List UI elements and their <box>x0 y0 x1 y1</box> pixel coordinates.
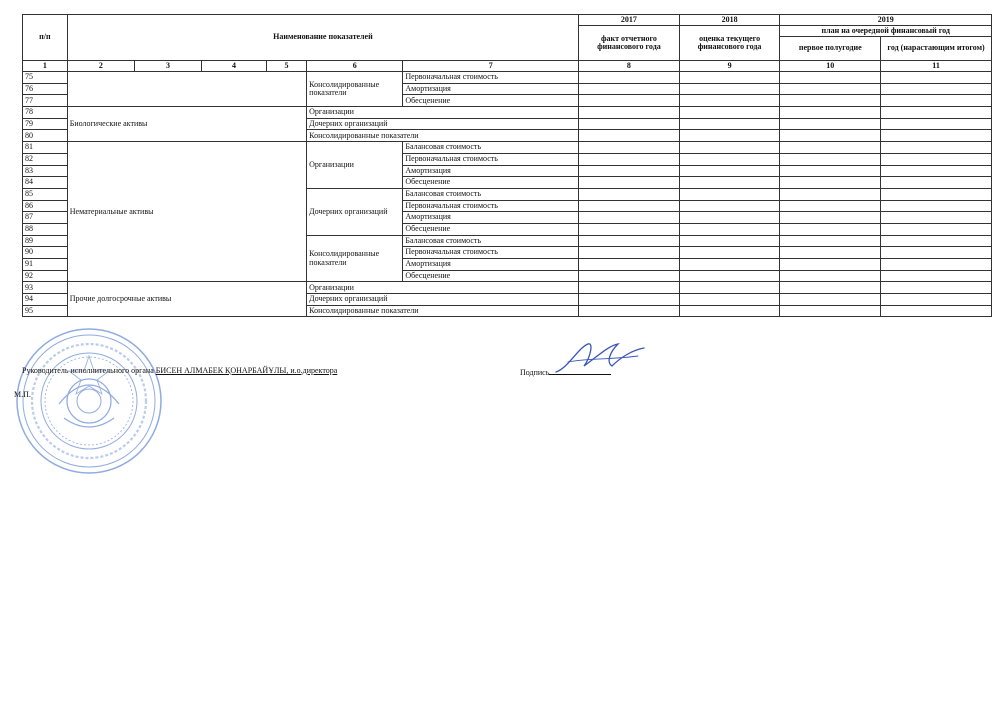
value-cell <box>780 177 881 189</box>
value-cell <box>780 153 881 165</box>
value-cell <box>579 142 680 154</box>
row-number: 90 <box>23 247 68 259</box>
value-cell <box>679 153 780 165</box>
value-cell <box>780 107 881 119</box>
value-cell <box>579 305 680 317</box>
value-cell <box>780 83 881 95</box>
row-subgroup: Дочерних организаций <box>307 188 403 235</box>
value-cell <box>780 212 881 224</box>
value-cell <box>579 212 680 224</box>
value-cell <box>881 130 992 142</box>
row-number: 84 <box>23 177 68 189</box>
row-number: 89 <box>23 235 68 247</box>
value-cell <box>579 153 680 165</box>
row-number: 83 <box>23 165 68 177</box>
row-group-cell <box>67 72 306 107</box>
value-cell <box>679 259 780 271</box>
value-cell <box>579 95 680 107</box>
value-cell <box>881 259 992 271</box>
head-name: БИСЕН АЛМАБЕК ҚОНАРБАЙҰЛЫ, и.о.директора <box>155 366 338 375</box>
value-cell <box>780 95 881 107</box>
header-year-2019: 2019 <box>780 15 992 26</box>
value-cell <box>579 223 680 235</box>
value-cell <box>780 72 881 84</box>
value-cell <box>679 294 780 306</box>
row-number: 94 <box>23 294 68 306</box>
value-cell <box>881 270 992 282</box>
row-number: 91 <box>23 259 68 271</box>
value-cell <box>780 270 881 282</box>
row-indicator: Первоначальная стоимость <box>403 153 579 165</box>
row-indicator: Балансовая стоимость <box>403 142 579 154</box>
row-number: 77 <box>23 95 68 107</box>
value-cell <box>780 223 881 235</box>
value-cell <box>881 118 992 130</box>
row-indicator: Балансовая стоимость <box>403 188 579 200</box>
value-cell <box>881 177 992 189</box>
row-number: 76 <box>23 83 68 95</box>
row-indicator: Первоначальная стоимость <box>403 72 579 84</box>
value-cell <box>679 223 780 235</box>
value-cell <box>579 165 680 177</box>
value-cell <box>881 294 992 306</box>
value-cell <box>780 259 881 271</box>
row-number: 82 <box>23 153 68 165</box>
handwritten-signature-icon <box>548 338 648 378</box>
value-cell <box>579 270 680 282</box>
value-cell <box>579 118 680 130</box>
header-estimate: оценка текущего финансового года <box>679 26 780 61</box>
value-cell <box>780 118 881 130</box>
header-plan: план на очередной финансовый год <box>780 26 992 37</box>
row-subgroup: Консолидированные показатели <box>307 235 403 282</box>
head-label: Руководитель исполнительного органа <box>22 366 154 375</box>
row-number: 95 <box>23 305 68 317</box>
value-cell <box>780 294 881 306</box>
value-cell <box>881 305 992 317</box>
row-number: 79 <box>23 118 68 130</box>
header-fact: факт отчетного финансового года <box>579 26 680 61</box>
value-cell <box>881 153 992 165</box>
value-cell <box>579 107 680 119</box>
row-subgroup: Организации <box>307 142 403 189</box>
value-cell <box>679 305 780 317</box>
value-cell <box>881 165 992 177</box>
value-cell <box>679 118 780 130</box>
value-cell <box>881 83 992 95</box>
col-number: 10 <box>780 61 881 72</box>
table-row <box>23 107 992 119</box>
row-number: 93 <box>23 282 68 294</box>
row-indicator: Обесценение <box>403 95 579 107</box>
value-cell <box>780 142 881 154</box>
value-cell <box>679 107 780 119</box>
row-group: Биологические активы <box>67 107 306 142</box>
value-cell <box>780 165 881 177</box>
value-cell <box>881 72 992 84</box>
col-number: 1 <box>23 61 68 72</box>
value-cell <box>780 200 881 212</box>
value-cell <box>579 72 680 84</box>
value-cell <box>679 282 780 294</box>
value-cell <box>579 259 680 271</box>
value-cell <box>679 212 780 224</box>
row-number: 85 <box>23 188 68 200</box>
value-cell <box>679 130 780 142</box>
row-subgroup: Дочерних организаций <box>307 118 579 130</box>
col-number: 7 <box>403 61 579 72</box>
table-row <box>23 72 992 84</box>
value-cell <box>881 282 992 294</box>
row-indicator: Обесценение <box>403 177 579 189</box>
value-cell <box>679 247 780 259</box>
row-subgroup: Консолидированные показатели <box>307 72 403 107</box>
value-cell <box>881 223 992 235</box>
value-cell <box>780 130 881 142</box>
value-cell <box>780 282 881 294</box>
value-cell <box>679 72 780 84</box>
row-number: 75 <box>23 72 68 84</box>
value-cell <box>579 294 680 306</box>
value-cell <box>679 270 780 282</box>
official-seal-icon <box>14 326 164 476</box>
value-cell <box>579 247 680 259</box>
row-number: 87 <box>23 212 68 224</box>
col-number: 3 <box>134 61 201 72</box>
value-cell <box>679 235 780 247</box>
row-number: 80 <box>23 130 68 142</box>
table-row <box>23 142 992 154</box>
row-indicator: Первоначальная стоимость <box>403 200 579 212</box>
value-cell <box>881 200 992 212</box>
value-cell <box>679 142 780 154</box>
row-indicator: Первоначальная стоимость <box>403 247 579 259</box>
financial-indicators-table <box>22 14 992 317</box>
value-cell <box>881 188 992 200</box>
value-cell <box>881 247 992 259</box>
value-cell <box>579 282 680 294</box>
col-number: 5 <box>266 61 306 72</box>
value-cell <box>679 188 780 200</box>
value-cell <box>679 165 780 177</box>
row-subgroup: Консолидированные показатели <box>307 130 579 142</box>
table-row <box>23 282 992 294</box>
value-cell <box>881 235 992 247</box>
row-indicator: Амортизация <box>403 165 579 177</box>
value-cell <box>780 305 881 317</box>
col-number: 9 <box>679 61 780 72</box>
value-cell <box>679 83 780 95</box>
row-number: 81 <box>23 142 68 154</box>
row-subgroup: Дочерних организаций <box>307 294 579 306</box>
col-number: 6 <box>307 61 403 72</box>
value-cell <box>881 142 992 154</box>
header-year-2018: 2018 <box>679 15 780 26</box>
header-indicator-name: Наименование показателей <box>67 15 578 61</box>
head-of-executive-line <box>22 366 337 375</box>
column-numbers-row <box>23 61 992 72</box>
row-indicator: Обесценение <box>403 270 579 282</box>
signature-label: Подпись <box>520 368 550 377</box>
value-cell <box>579 177 680 189</box>
row-group: Нематериальные активы <box>67 142 306 282</box>
value-cell <box>780 247 881 259</box>
row-indicator: Амортизация <box>403 259 579 271</box>
row-indicator: Обесценение <box>403 223 579 235</box>
value-cell <box>679 200 780 212</box>
value-cell <box>579 188 680 200</box>
col-number: 11 <box>881 61 992 72</box>
row-subgroup: Организации <box>307 107 579 119</box>
header-pn: п/п <box>23 15 68 61</box>
row-number: 78 <box>23 107 68 119</box>
header-year-2017: 2017 <box>579 15 680 26</box>
row-indicator: Амортизация <box>403 212 579 224</box>
value-cell <box>679 177 780 189</box>
row-subgroup: Консолидированные показатели <box>307 305 579 317</box>
row-indicator: Балансовая стоимость <box>403 235 579 247</box>
value-cell <box>579 130 680 142</box>
value-cell <box>780 235 881 247</box>
row-group: Прочие долгосрочные активы <box>67 282 306 317</box>
stamp-place-label: М.П. <box>14 390 31 399</box>
value-cell <box>679 95 780 107</box>
value-cell <box>881 95 992 107</box>
value-cell <box>579 83 680 95</box>
value-cell <box>780 188 881 200</box>
header-year-cumulative: год (нарастающим итогом) <box>881 37 992 61</box>
col-number: 2 <box>67 61 134 72</box>
row-number: 86 <box>23 200 68 212</box>
value-cell <box>881 107 992 119</box>
value-cell <box>881 212 992 224</box>
row-number: 92 <box>23 270 68 282</box>
header-first-half: первое полугодие <box>780 37 881 61</box>
row-indicator: Амортизация <box>403 83 579 95</box>
col-number: 4 <box>202 61 267 72</box>
col-number: 8 <box>579 61 680 72</box>
row-subgroup: Организации <box>307 282 579 294</box>
row-number: 88 <box>23 223 68 235</box>
value-cell <box>579 200 680 212</box>
value-cell <box>579 235 680 247</box>
